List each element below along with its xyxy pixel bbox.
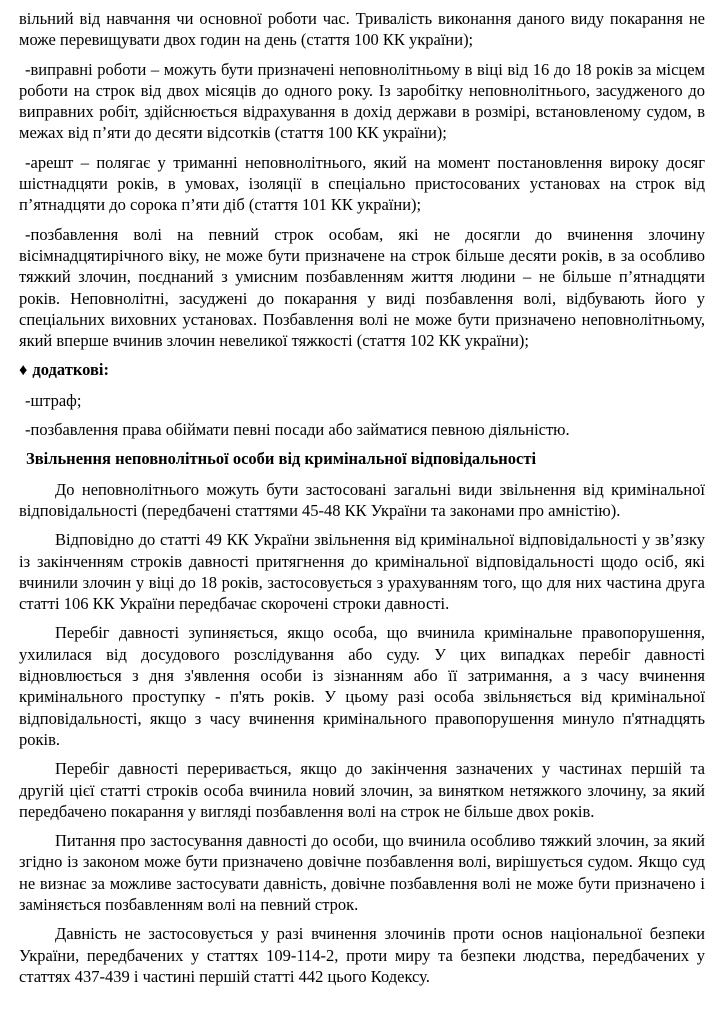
list-item-paragraph: -позбавлення волі на певний строк особам, які не досягли до вчинення злочину вісімнадцятирічного віку, не може бути призначене на строк більше десяти років, в за особливо тяжкий злочин, поєднаний з умисним позбавленням життя людини – не більше п’ятнадцяти років. Неповнолітні, засуджені до покарання у виді позбавлення волі, відбувають його у спеціальних виховних установах. Позбавлення волі не може бути призначено неповнолітньому, який вперше вчинив злочин невеликої тяжкості (стаття 102 КК україни);	[19, 224, 705, 351]
paragraph: Давність не застосовується у разі вчинення злочинів проти основ національної безпеки України, передбачених у статтях 109-114-2, проти миру та безпеки людства, передбачених у статтях 437-439 і частині першій статті 442 цього Кодексу.	[19, 924, 705, 986]
paragraph: Питання про застосування давності до особи, що вчинила особливо тяжкий злочин, за який згідно із законом може бути призначено довічне позбавлення волі, вирішується судом. Якщо суд не визнає за можливе застосувати давність, довічне позбавлення волі не може бути призначено і заміняється позбавленням волі на певний строк.	[19, 831, 705, 914]
additional-punishments-label	[19, 359, 705, 380]
paragraph: вільний від навчання чи основної роботи час. Тривалість виконання даного виду покарання не може перевищувати двох годин на день (стаття 100 КК україни);	[19, 9, 705, 50]
section-heading: Звільнення неповнолітньої особи від кримінальної відповідальності	[26, 449, 537, 469]
list-item-paragraph: -штраф;	[25, 390, 82, 410]
paragraph: Відповідно до статті 49 КК України звільнення від кримінальної відповідальності у зв’язку із закінченням строків давності притягнення до кримінальної відповідальності щодо осіб, які вчинили злочин у віці до 18 років, застосовується з урахуванням того, що для них частина друга статті 106 КК України передбачає скорочені строки давності.	[19, 530, 705, 614]
paragraph: Перебіг давності переривається, якщо до закінчення зазначених у частинах першій та другій цієї статті строків особа вчинила новий злочин, за винятком нетяжкого злочину, за який передбачено покарання у вигляді позбавлення волі на строк не більше двох років.	[19, 759, 705, 821]
list-item-paragraph: -арешт – полягає у триманні неповнолітнього, який на момент постановлення вироку досяг шістнадцяти років, в умовах, ізоляції в спеціально пристосованих установах на строк від п’ятнадцяти до сорока п’яти діб (стаття 101 КК україни);	[19, 152, 705, 215]
paragraph: До неповнолітнього можуть бути застосовані загальні види звільнення від кримінальної відповідальності (передбачені статтями 45-48 КК України та законами про амністію).	[19, 479, 705, 520]
diamond-bullet-icon: ♦	[19, 360, 28, 380]
list-item-paragraph: -виправні роботи – можуть бути призначені неповнолітньому в віці від 16 до 18 років за місцем роботи на строк від двох місяців до одного року. Із заробітку неповнолітнього, засудженого до виправних робіт, здійснюється відрахування в дохід держави в розмірі, встановленому судом, в межах від п’яти до десяти відсотків (стаття 100 КК україни);	[19, 59, 705, 143]
list-item-paragraph: -позбавлення права обіймати певні посади або займатися певною діяльністю.	[25, 420, 570, 440]
paragraph: Перебіг давності зупиняється, якщо особа, що вчинила кримінальне правопорушення, ухилилася від досудового розслідування або суду. У цих випадках перебіг давності відновлюється з дня з'явлення особи із зізнанням або її затримання, а з часу вчинення кримінального проступку - п'ять років. У цьому разі особа звільняється від кримінальної відповідальності, якщо з часу вчинення кримінального правопорушення минуло п'ятнадцять років.	[19, 623, 705, 749]
label-text: додаткові:	[32, 360, 109, 380]
